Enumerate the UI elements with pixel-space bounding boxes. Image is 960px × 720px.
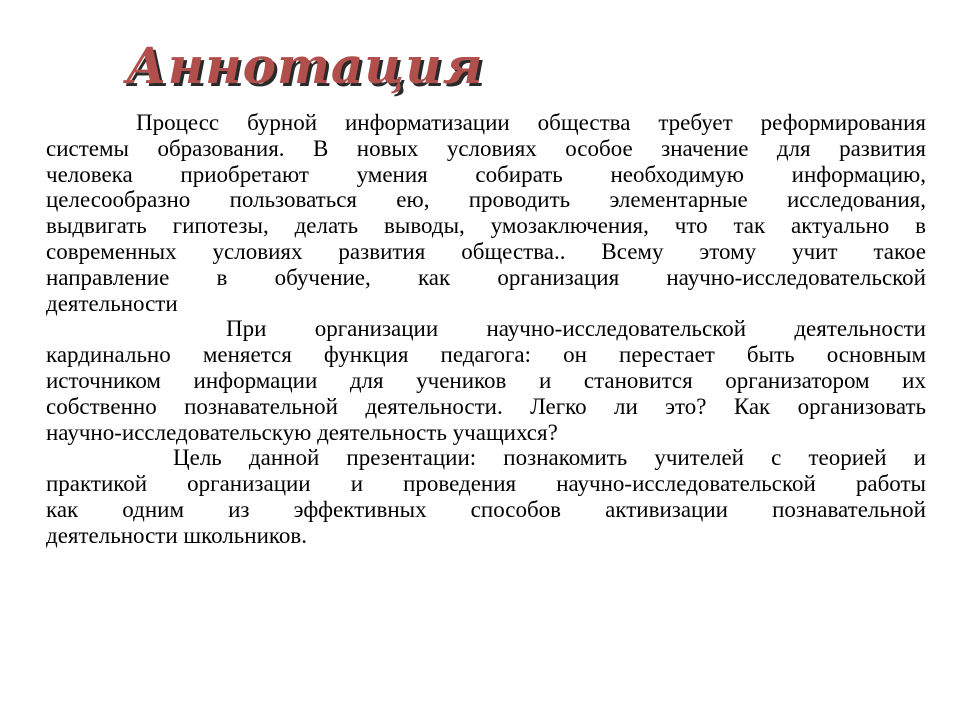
text-line: системы образования. В новых условиях особое значение для развития: [46, 135, 926, 161]
paragraph-1: [46, 110, 926, 316]
text-line: собственно познавательной деятельности. Легко ли это? Как организовать: [46, 393, 926, 419]
text-line: При организации научно-исследовательской деятельности: [226, 316, 926, 342]
text-line: научно-исследовательскую деятельность учащихся?: [46, 419, 558, 445]
text-line: Процесс бурной информатизации общества требует реформирования: [136, 110, 926, 135]
annotation-body: [46, 110, 926, 549]
text-line: практикой организации и проведения научно-исследовательской работы: [46, 471, 926, 497]
text-line: выдвигать гипотезы, делать выводы, умозаключения, что так актуально в: [46, 213, 926, 239]
text-line: человека приобретают умения собирать необходимую информацию,: [46, 161, 926, 187]
text-line: современных условиях развития общества.. Всему этому учит такое: [46, 238, 926, 264]
text-line: целесообразно пользоваться ею, проводить элементарные исследования,: [46, 187, 926, 213]
text-line: кардинально меняется функция педагога: он перестает быть основным: [46, 342, 926, 368]
text-line: направление в обучение, как организация научно-исследовательской: [46, 264, 926, 290]
paragraph-3: [46, 445, 926, 548]
text-line: деятельности: [46, 290, 178, 316]
text-line: источником информации для учеников и становится организатором их: [46, 367, 926, 393]
text-line: как одним из эффективных способов активизации познавательной: [46, 496, 926, 522]
text-line: деятельности школьников.: [46, 522, 308, 548]
text-line: Цель данной презентации: познакомить учителей с теорией и: [173, 445, 926, 471]
paragraph-2: [46, 316, 926, 445]
slide-title: Аннотация: [126, 36, 484, 95]
